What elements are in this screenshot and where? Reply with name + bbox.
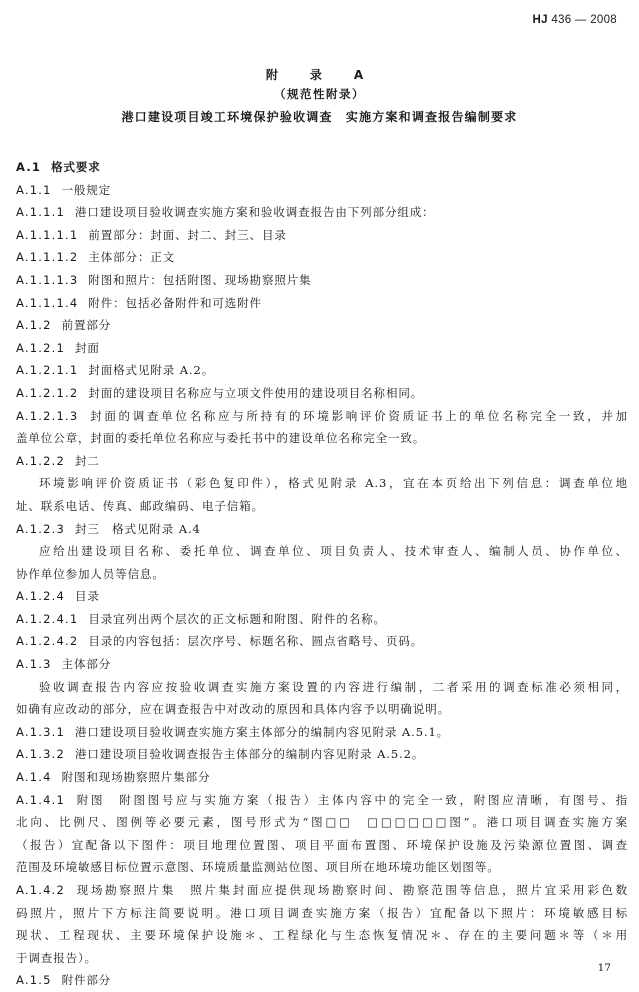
clause-number: A.1.2	[16, 318, 52, 333]
clause-number: A.1.2.1.3	[16, 408, 79, 423]
page-number: 17	[597, 962, 611, 974]
text-line	[16, 540, 628, 563]
clause-number: A.1.5	[16, 973, 52, 988]
text-line	[16, 743, 628, 766]
clause-text: 前置部分	[61, 318, 112, 333]
text-line	[16, 676, 628, 699]
clause-number: A.1.1.1.3	[16, 272, 79, 287]
text-line	[16, 721, 628, 744]
text-line	[16, 834, 628, 857]
clause-text: 封面的建设项目名称应与立项文件使用的建设项目名称相同。	[88, 385, 424, 400]
clause-number: A.1.2.1.2	[16, 385, 79, 400]
document-body	[16, 156, 628, 992]
clause-text: 附图和现场勘察照片集部分	[61, 770, 211, 785]
standard-code	[533, 14, 617, 26]
text-line	[16, 856, 628, 879]
clause-text: 址、联系电话、传真、邮政编码、电子信箱。	[16, 498, 264, 513]
clause-text: 现场勘察照片集 照片集封面应提供现场勘察时间、勘察范围等信息，照片宜采用彩色数	[74, 883, 628, 897]
clause-text: 环境影响评价资质证书（彩色复印件），格式见附录 A.3，宜在本页给出下列信息：调查单位地	[39, 476, 628, 491]
clause-text: 于调查报告）。	[16, 950, 98, 965]
text-line	[16, 563, 628, 586]
text-line	[16, 314, 628, 337]
text-line	[16, 811, 628, 834]
clause-text: 一般规定	[61, 182, 112, 197]
clause-number: A.1.2.2	[16, 453, 65, 468]
text-line	[16, 472, 628, 495]
text-line	[16, 201, 628, 224]
clause-text: （报告）宜配备以下图件：项目地理位置图、项目平面布置图、环境保护设施及污染源位置图、调查	[16, 837, 628, 852]
clause-number: A.1.1.1.4	[16, 295, 79, 310]
clause-text: 盖单位公章，封面的委托单位名称应与委托书中的建设单位名称完全一致。	[16, 431, 426, 446]
clause-text: 封面的调查单位名称应与所持有的环境影响评价资质证书上的单位名称完全一致，并加	[88, 408, 628, 423]
text-line	[16, 337, 628, 360]
clause-number: A.1	[16, 160, 42, 174]
text-line	[16, 947, 628, 970]
clause-text: 目录的内容包括：层次序号、标题名称、圆点省略号、页码。	[88, 634, 424, 649]
text-line	[16, 698, 628, 721]
clause-text: 范围及环境敏感目标位置示意图、环境质量监测站位图、项目所在地环境功能区划图等。	[16, 860, 500, 875]
clause-number: A.1.2.4.2	[16, 634, 79, 649]
clause-text: 主体部分	[61, 657, 112, 672]
text-line	[16, 495, 628, 518]
text-line	[16, 179, 628, 202]
clause-text: 北向、比例尺、图例等必要元素，图号形式为“图□□ □□□□□□图”。港口项目调查实施方案	[16, 815, 628, 830]
text-line	[16, 902, 628, 925]
text-line	[16, 969, 628, 992]
clause-text: 封面格式见附录 A.2。	[88, 363, 215, 378]
text-line	[16, 766, 628, 789]
clause-number: A.1.4.2	[16, 883, 65, 897]
standard-prefix: HJ	[532, 14, 548, 26]
text-line	[16, 156, 628, 179]
clause-number: A.1.2.3	[16, 521, 65, 536]
text-line	[16, 789, 628, 812]
clause-number: A.1.2.1.1	[16, 363, 79, 378]
clause-text: 附图和照片：包括附图、现场勘察照片集	[88, 272, 312, 287]
text-line	[16, 269, 628, 292]
text-line	[16, 653, 628, 676]
text-line	[16, 630, 628, 653]
clause-text: 附图 附图图号应与实施方案（报告）主体内容中的完全一致，附图应清晰，有图号、指	[74, 792, 628, 807]
text-line	[16, 585, 628, 608]
clause-number: A.1.4.1	[16, 792, 65, 807]
annex-title: 附 录 A	[265, 68, 374, 82]
text-line	[16, 879, 628, 902]
clause-text: 封面	[74, 340, 100, 355]
clause-text: 如确有应改动的部分，应在调查报告中对改动的原因和具体内容予以明确说明。	[16, 702, 450, 717]
clause-number: A.1.3.1	[16, 724, 65, 739]
annex-normative-label: （规范性附录）	[274, 87, 365, 101]
text-line	[16, 359, 628, 382]
text-line	[16, 608, 628, 631]
clause-text: 封三 格式见附录 A.4	[74, 521, 201, 536]
clause-text: 港口建设项目验收调查实施方案主体部分的编制内容见附录 A.5.1。	[74, 724, 450, 739]
clause-text: 附件：包括必备附件和可选附件	[88, 295, 262, 310]
clause-text: 前置部分：封面、封二、封三、目录	[88, 227, 287, 242]
clause-number: A.1.1.1	[16, 205, 65, 220]
clause-number: A.1.2.4.1	[16, 611, 79, 626]
annex-main-title: 港口建设项目竣工环境保护验收调查 实施方案和调查报告编制要求	[121, 110, 518, 124]
text-line	[16, 292, 628, 315]
text-line	[16, 405, 628, 428]
clause-number: A.1.3	[16, 657, 52, 672]
clause-number: A.1.1	[16, 182, 52, 197]
text-line	[16, 924, 628, 947]
clause-number: A.1.4	[16, 770, 52, 785]
standard-number: 436 — 2008	[551, 14, 617, 26]
clause-text: 目录宜列出两个层次的正文标题和附图、附件的名称。	[88, 611, 386, 626]
text-line	[16, 382, 628, 405]
clause-text: 港口建设项目验收调查报告主体部分的编制内容见附录 A.5.2。	[74, 747, 425, 762]
clause-text: 港口建设项目验收调查实施方案和验收调查报告由下列部分组成：	[74, 205, 435, 220]
clause-number: A.1.1.1.1	[16, 227, 79, 242]
clause-text: 协作单位参加人员等信息。	[16, 566, 165, 581]
text-line	[16, 518, 628, 541]
clause-text: 附件部分	[61, 973, 112, 988]
clause-text: 验收调查报告内容应按验收调查实施方案设置的内容进行编制，二者采用的调查标准必须相同，	[39, 679, 628, 694]
text-line	[16, 450, 628, 473]
clause-number: A.1.3.2	[16, 747, 65, 762]
clause-number: A.1.2.4	[16, 589, 65, 604]
clause-text: 应给出建设项目名称、委托单位、调查单位、项目负责人、技术审查人、编制人员、协作单位、	[39, 544, 628, 559]
clause-text: 目录	[74, 589, 100, 604]
text-line	[16, 246, 628, 269]
clause-text: 格式要求	[51, 160, 101, 174]
clause-text: 现状、工程现状、主要环境保护设施＊、工程绿化与生态恢复情况＊、存在的主要问题＊等（＊用	[16, 928, 628, 943]
text-line	[16, 224, 628, 247]
clause-text: 码照片，照片下方标注简要说明。港口项目调查实施方案（报告）宜配备以下照片：环境敏感目标	[16, 905, 628, 920]
clause-number: A.1.2.1	[16, 340, 65, 355]
clause-number: A.1.1.1.2	[16, 250, 79, 265]
clause-text: 封二	[74, 453, 100, 468]
text-line	[16, 427, 628, 450]
clause-text: 主体部分：正文	[88, 250, 176, 265]
